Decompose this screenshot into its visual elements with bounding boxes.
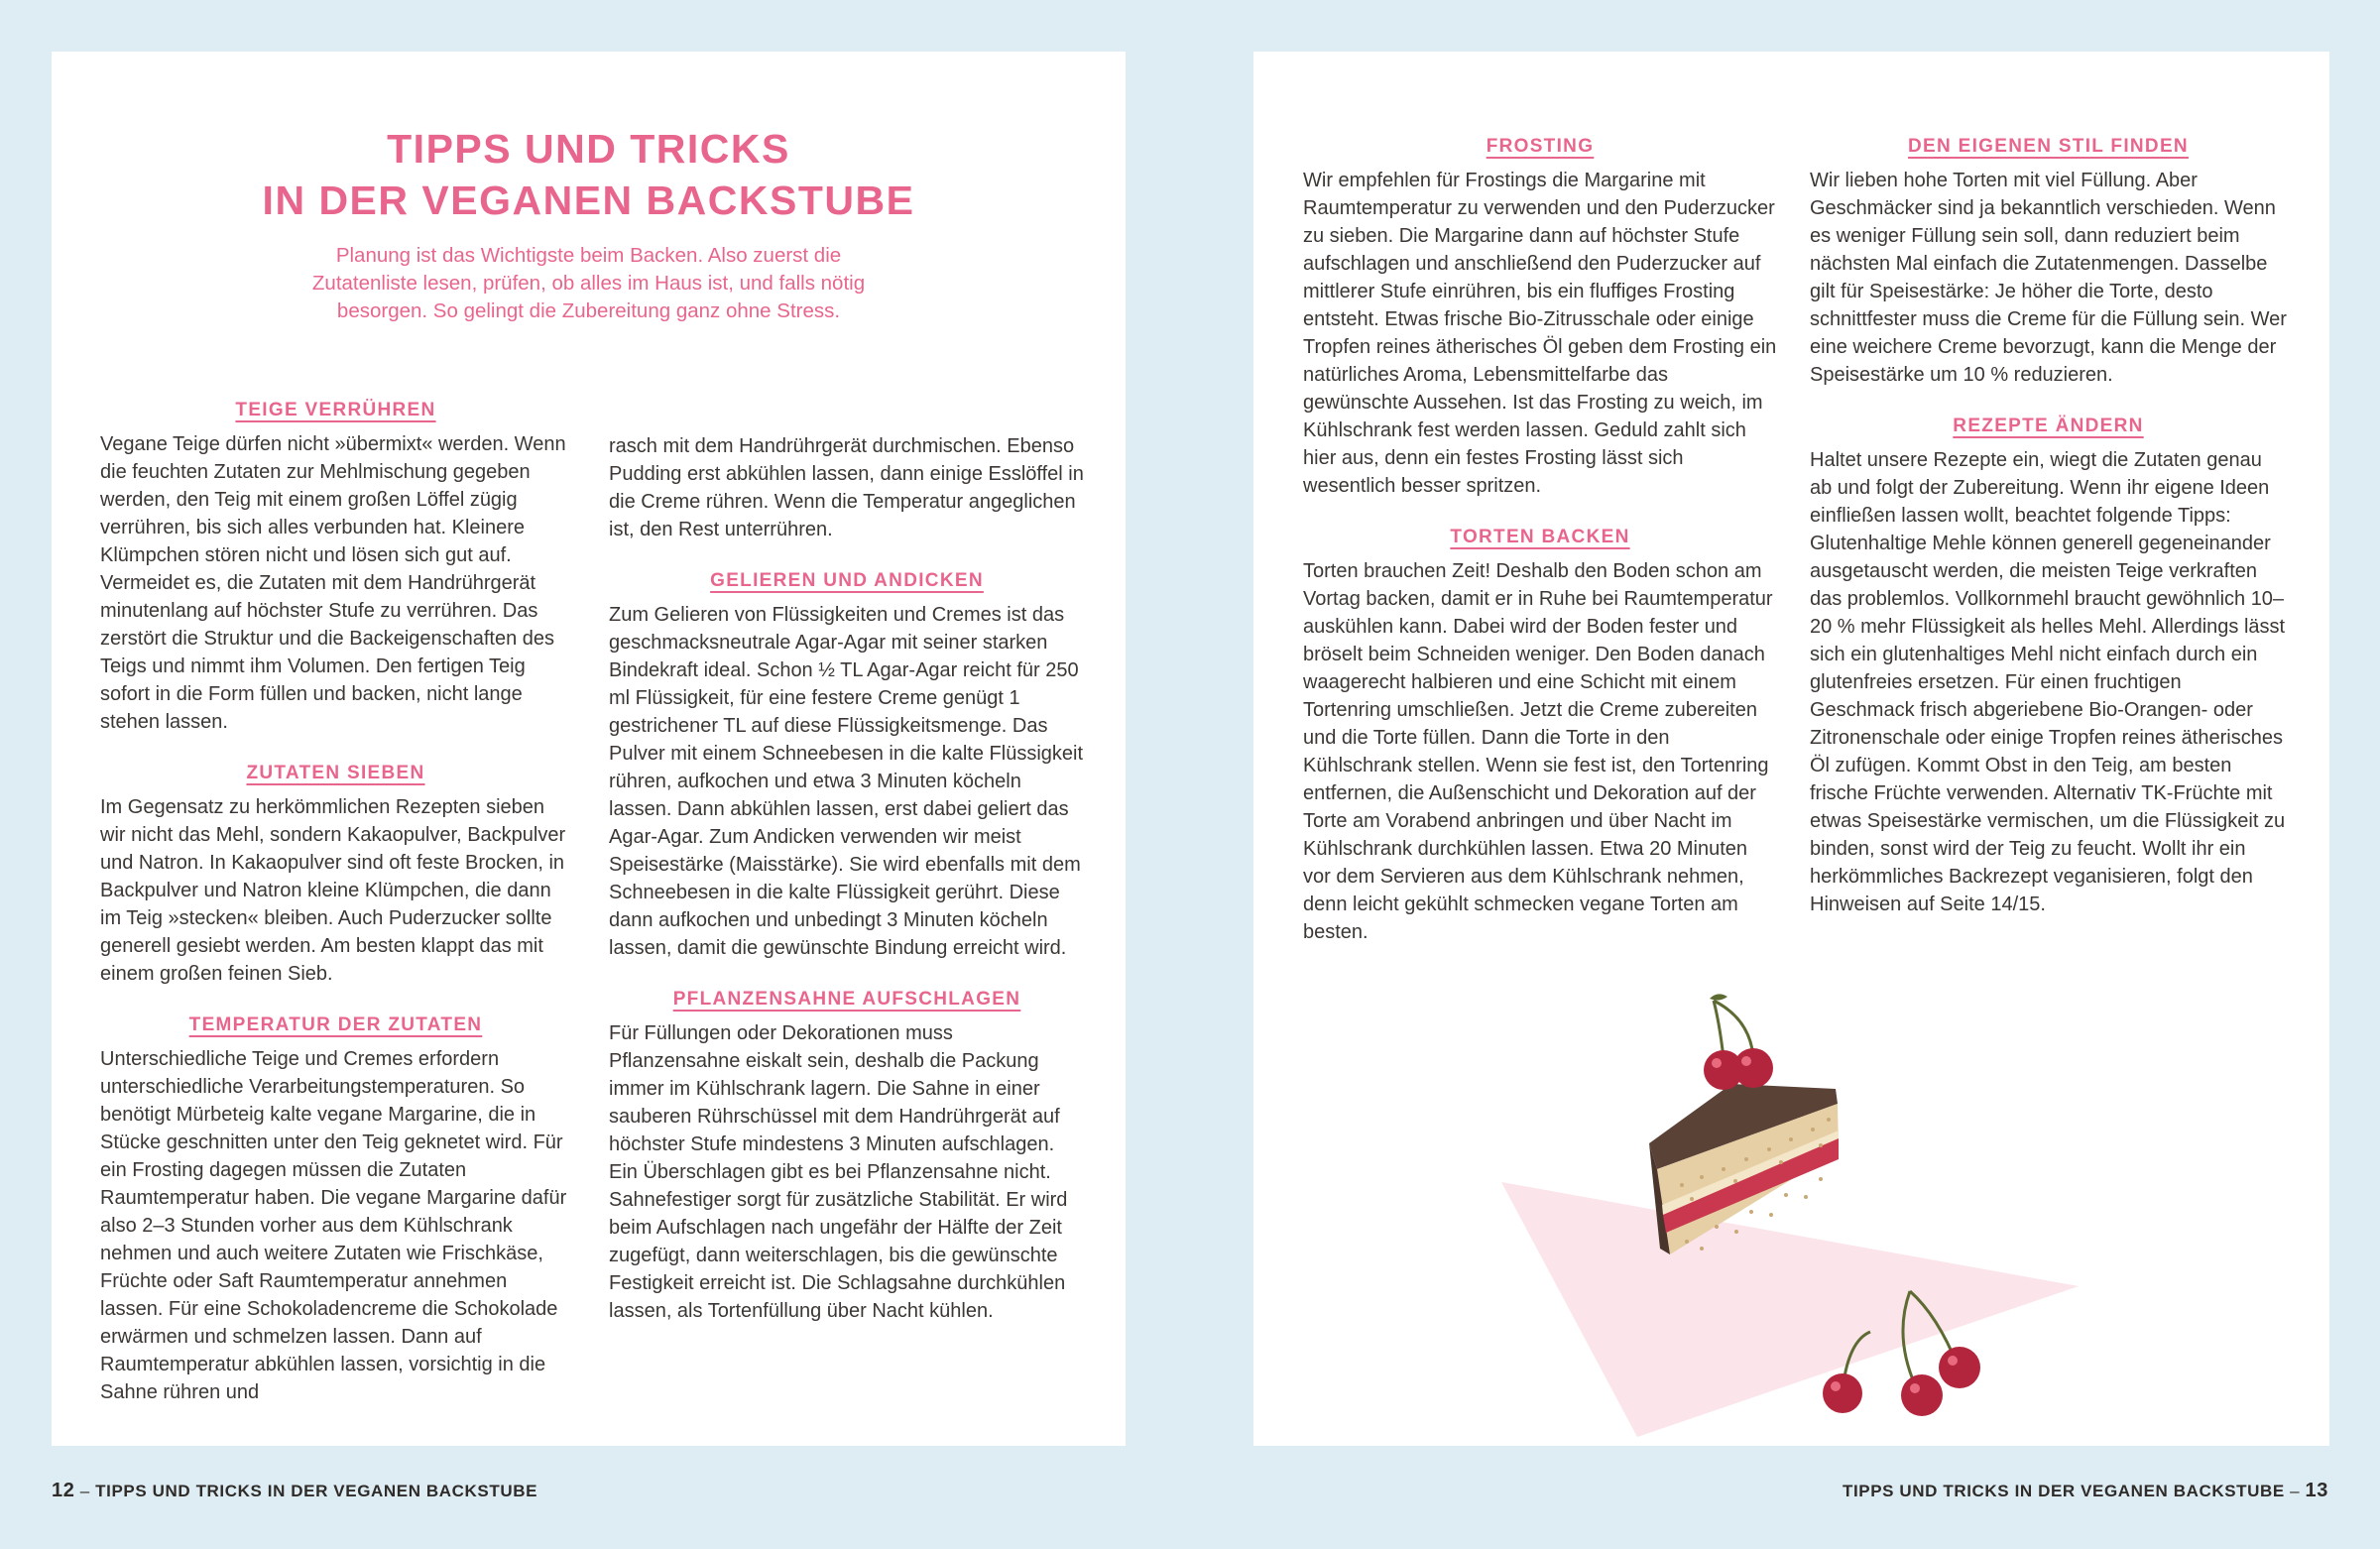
section-text: Für Füllungen oder Dekorationen muss Pflanzensahne eiskalt sein, deshalb die Packung immer im Kühlschrank lagern. Die Sahne in einer sauberen Rührschüssel mit dem Handrührgerät auf höchster Stufe mindestens 3 Minuten aufschlagen. Ein Überschlagen gibt es bei Pflanzensahne nicht. Sahnefestiger sorgt für zusätzliche Stabilität. Er wird beim Aufschlagen nach ungefähr der Hälfte der Zeit zugefügt, dann weiterschlagen, bis die gewünschte Festigkeit erreicht ist. Die Schlagsahne durchkühlen lassen, als Tortenfüllung über Nacht kühlen. (609, 1022, 1068, 1322)
title-line-2: IN DER VEGANEN BACKSTUBE (262, 178, 915, 223)
section-text: Unterschiedliche Teige und Cremes erfordern unterschiedliche Verarbeitungstemperaturen. So benötigt Mürbeteig kalte vegane Margarine, die in Stücke geschnitten unter den Teig geknetet wird. Für ein Frosting dagegen müssen die Zutaten Raumtemperatur haben. Die vegane Margarine dafür also 2–3 Stunden vorher aus dem Kühlschrank nehmen und auch weitere Zutaten wie Frischkäse, Früchte oder Saft Raumtemperatur annehmen lassen. Für eine Schokoladencreme die Schokolade erwärmen und schmelzen lassen. Dann auf Raumtemperatur abkühlen lassen, vorsichtig in die Sahne rühren und (100, 1048, 567, 1403)
section-text: Haltet unsere Rezepte ein, wiegt die Zutaten genau ab und folgt der Zubereitung. Wenn ihr eigene Ideen einfließen lassen wollt, beachtet folgende Tipps: Glutenhaltige Mehle können generell gegeneinander ausgetauscht werden, die meisten Teige verkraften das problemlos. Vollkornmehl braucht gewöhnlich 10–20 % mehr Flüssigkeit als helles Mehl. Allerdings lässt sich ein glutenhaltiges Mehl nicht einfach durch ein glutenfreies ersetzen. Für einen fruchtigen Geschmack frisch abgeriebene Bio-Orangen- oder Zitronenschale oder einige Tropfen reines ätherisches Öl zufügen. Kommt Obst in den Teig, am besten frische Früchte verwenden. Alternativ TK-Früchte mit etwas Speisestärke vermischen, um die Flüssigkeit zu binden, sonst wird der Teig zu feucht. Wollt ihr ein herkömmliches Backrezept veganisieren, folgt den Hinweisen auf Seite 14/15. (1810, 449, 2286, 915)
page-number-right: 13 (2305, 1480, 2328, 1501)
footer-title-right: TIPPS UND TRICKS IN DER VEGANEN BACKSTUBE (1842, 1482, 2285, 1500)
left-column-2 (609, 432, 1085, 1325)
footer-right (1843, 1480, 2328, 1502)
right-column-1 (1303, 133, 1777, 946)
section-heading: PFLANZENSAHNE AUFSCHLAGEN (672, 989, 1021, 1010)
section-heading: REZEPTE ÄNDERN (1953, 416, 2144, 436)
footer-left (52, 1480, 537, 1502)
section-text: Wir lieben hohe Torten mit viel Füllung. Aber Geschmäcker sind ja bekanntlich verschieden. Wenn es weniger Füllung sein soll, dann reduziert beim nächsten Mal einfach die Zutatenmengen. Dasselbe gilt für Speisestärke: Je höher die Torte, desto schnittfester muss die Creme für die Füllung sein. Wer eine weichere Creme bevorzugt, kann die Menge der Speisestärke um 10 % reduzieren. (1810, 170, 2287, 386)
cherries-on-cake-icon (1704, 994, 1773, 1090)
footer-title-left: TIPPS UND TRICKS IN DER VEGANEN BACKSTUBE (95, 1482, 538, 1500)
footer-dash: – (79, 1482, 90, 1500)
section-heading: DEN EIGENEN STIL FINDEN (1908, 136, 2189, 157)
section-text: Zum Gelieren von Flüssigkeiten und Cremes ist das geschmacksneutrale Agar-Agar mit seiner starken Bindekraft ideal. Schon ½ TL Agar-Agar reicht für 250 ml Flüssigkeit, für eine festere Creme genügt 1 gestrichener TL auf diese Flüssigkeitsmenge. Das Pulver mit einem Schneebesen in die kalte Flüssigkeit rühren, aufkochen und etwa 3 Minuten köcheln lassen. Dann abkühlen lassen, erst dabei geliert das Agar-Agar. Zum Andicken verwenden wir meist Speisestärke (Maisstärke). Sie wird ebenfalls mit dem Schneebesen in die kalte Flüssigkeit gerührt. Diese dann aufkochen und unbedingt 3 Minuten köcheln lassen, damit die gewünschte Bindung erreicht wird. (609, 604, 1084, 959)
page-title (52, 123, 1126, 226)
section-heading: TEIGE VERRÜHREN (235, 400, 436, 420)
section-heading: TEMPERATUR DER ZUTATEN (188, 1014, 483, 1035)
continued-text: rasch mit dem Handrührgerät durchmischen. Ebenso Pudding erst abkühlen lassen, dann einige Esslöffel in die Creme rühren. Wenn die Temperatur angeglichen ist, den Rest unterrühren. (609, 435, 1084, 540)
pink-triangle-shape (1501, 1182, 2079, 1437)
left-page (52, 52, 1126, 1446)
right-column-2 (1810, 133, 2287, 918)
section-heading: TORTEN BACKEN (1450, 527, 1630, 547)
section-text: Im Gegensatz zu herkömmlichen Rezepten sieben wir nicht das Mehl, sondern Kakaopulver, Backpulver und Natron. In Kakaopulver sind oft feste Brocken, in Backpulver und Natron kleine Klümpchen, die dann im Teig »stecken« bleiben. Auch Puderzucker sollte generell gesiebt werden. Am besten klappt das mit einem großen feinen Sieb. (100, 796, 566, 985)
section-text: Torten brauchen Zeit! Deshalb den Boden schon am Vortag backen, damit er in Ruhe bei Raumtemperatur auskühlen kann. Dabei wird der Boden fester und bröselt beim Schneiden weniger. Den Boden danach waagerecht halbieren und eine Schicht mit einem Tortenring umschließen. Jetzt die Creme zubereiten und die Torte füllen. Dann die Torte in den Kühlschrank stellen. Wenn sie fest ist, den Tortenring entfernen, die Außenschicht und Dekoration auf der Torte am Vorabend anbringen und über Nacht im Kühlschrank durchkühlen lassen. Etwa 20 Minuten vor dem Servieren aus dem Kühlschrank nehmen, denn leicht gekühlt schmecken vegane Torten am besten. (1303, 560, 1773, 943)
page-number-left: 12 (52, 1480, 75, 1501)
section-heading: GELIEREN UND ANDICKEN (710, 570, 984, 591)
intro-text: Planung ist das Wichtigste beim Backen. Also zuerst die Zutatenliste lesen, prüfen, ob alles im Haus ist, und falls nötig besorgen. So gelingt die Zubereitung ganz ohne Stress. (311, 244, 866, 322)
section-text: Vegane Teige dürfen nicht »übermixt« werden. Wenn die feuchten Zutaten zur Mehlmischung gegeben werden, den Teig mit einem großen Löffel zügig verrühren, bis sich alles verbunden hat. Kleinere Klümpchen stören nicht und lösen sich gut auf. Vermeidet es, die Zutaten mit dem Handrührgerät minutenlang auf höchster Stufe zu verrühren. Das zerstört die Struktur und die Backeigenschaften des Teigs und nimmt ihm Volumen. Den fertigen Teig sofort in die Form füllen und backen, nicht lange stehen lassen. (100, 433, 566, 733)
right-page (1253, 52, 2329, 1446)
title-line-1: TIPPS UND TRICKS (387, 126, 790, 172)
section-text: Wir empfehlen für Frostings die Margarine mit Raumtemperatur zu verwenden und den Puderzucker zu sieben. Die Margarine dann auf höchster Stufe aufschlagen und anschließend den Puderzucker auf mittlerer Stufe einrühren, bis ein fluffiges Frosting entsteht. Etwas frische Bio-Zitrusschale oder einige Tropfen reines ätherisches Öl geben dem Frosting ein natürliches Aroma, Lebensmittelfarbe das gewünschte Aussehen. Ist das Frosting zu weich, im Kühlschrank fest werden lassen. Geduld zahlt sich hier aus, denn ein festes Frosting lässt sich wesentlich besser spritzen. (1303, 170, 1777, 497)
footer-dash: – (2290, 1482, 2301, 1500)
section-heading: ZUTATEN SIEBEN (246, 763, 425, 783)
left-column-1 (100, 397, 571, 1406)
cake-slice-with-cherries-icon (1493, 989, 2108, 1450)
section-heading: FROSTING (1486, 136, 1595, 157)
